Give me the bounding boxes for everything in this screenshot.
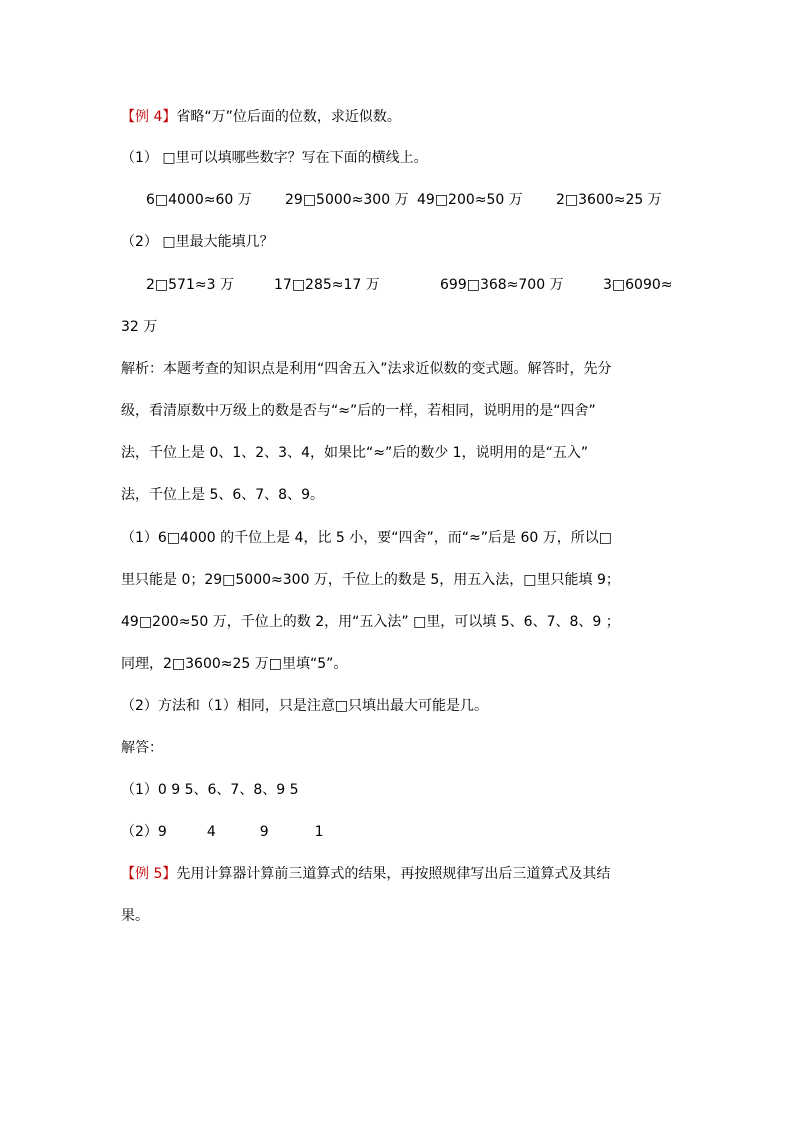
answer-2-part: 9 — [259, 824, 269, 840]
analysis-part1-line: （1）6□4000 的千位上是 4，比 5 小，要“四舍”，而“≈”后是 60 万，所以□ — [121, 530, 612, 546]
q1-item: 6□4000≈60 万 — [146, 192, 252, 208]
example4-title: 省略“万”位后面的位数，求近似数。 — [176, 109, 401, 125]
answer-2-part: 4 — [206, 824, 216, 840]
analysis-line: 法，千位上是 5、6、7、8、9。 — [121, 487, 324, 503]
analysis-line: 级，看清原数中万级上的数是否与“≈”后的一样，若相同，说明用的是“四舍” — [121, 403, 596, 419]
analysis-line: 解析：本题考查的知识点是利用“四舍五入”法求近似数的变式题。解答时，先分 — [121, 361, 612, 377]
example5-title: 先用计算器计算前三道算式的结果，再按照规律写出后三道算式及其结 — [176, 866, 611, 882]
example5-tag: 【例 5】 — [121, 866, 177, 882]
q1-item: 2□3600≈25 万 — [556, 192, 662, 208]
q1-item: 29□5000≈300 万 — [285, 192, 409, 208]
q2-item: 3□6090≈ — [603, 277, 673, 293]
example4-heading — [121, 107, 401, 127]
example4-tag: 【例 4】 — [121, 109, 177, 125]
example5-title-wrap: 果。 — [121, 908, 149, 924]
q2-item: 2□571≈3 万 — [146, 277, 234, 293]
analysis-part2: （2）方法和（1）相同，只是注意□只填出最大可能是几。 — [121, 698, 489, 714]
answer-1: （1）0 9 5、6、7、8、9 5 — [121, 782, 299, 798]
analysis-part1-line: 里只能是 0；29□5000≈300 万，千位上的数是 5，用五入法，□里只能填 9； — [121, 572, 620, 588]
q1-prompt: （1） □里可以填哪些数字？写在下面的横线上。 — [121, 150, 428, 166]
answer-2 — [121, 822, 324, 842]
analysis-part1-line: 49□200≈50 万，千位上的数 2，用“五入法” □里，可以填 5、6、7、8、9 ； — [121, 614, 620, 630]
q1-item: 49□200≈50 万 — [417, 192, 523, 208]
q2-item: 17□285≈17 万 — [274, 277, 380, 293]
example5-heading — [121, 864, 610, 884]
analysis-line: 法，千位上是 0、1、2、3、4，如果比“≈”后的数少 1，说明用的是“五入” — [121, 445, 589, 461]
answer-label: 解答： — [121, 740, 163, 756]
q2-prompt: （2） □里最大能填几？ — [121, 234, 274, 250]
analysis-part1-line: 同理，2□3600≈25 万□里填“5”。 — [121, 656, 348, 672]
answer-2-part: 1 — [314, 824, 324, 840]
answer-2-part: （2）9 — [121, 824, 167, 840]
q2-wrap: 32 万 — [121, 319, 158, 335]
q2-item: 699□368≈700 万 — [440, 277, 564, 293]
